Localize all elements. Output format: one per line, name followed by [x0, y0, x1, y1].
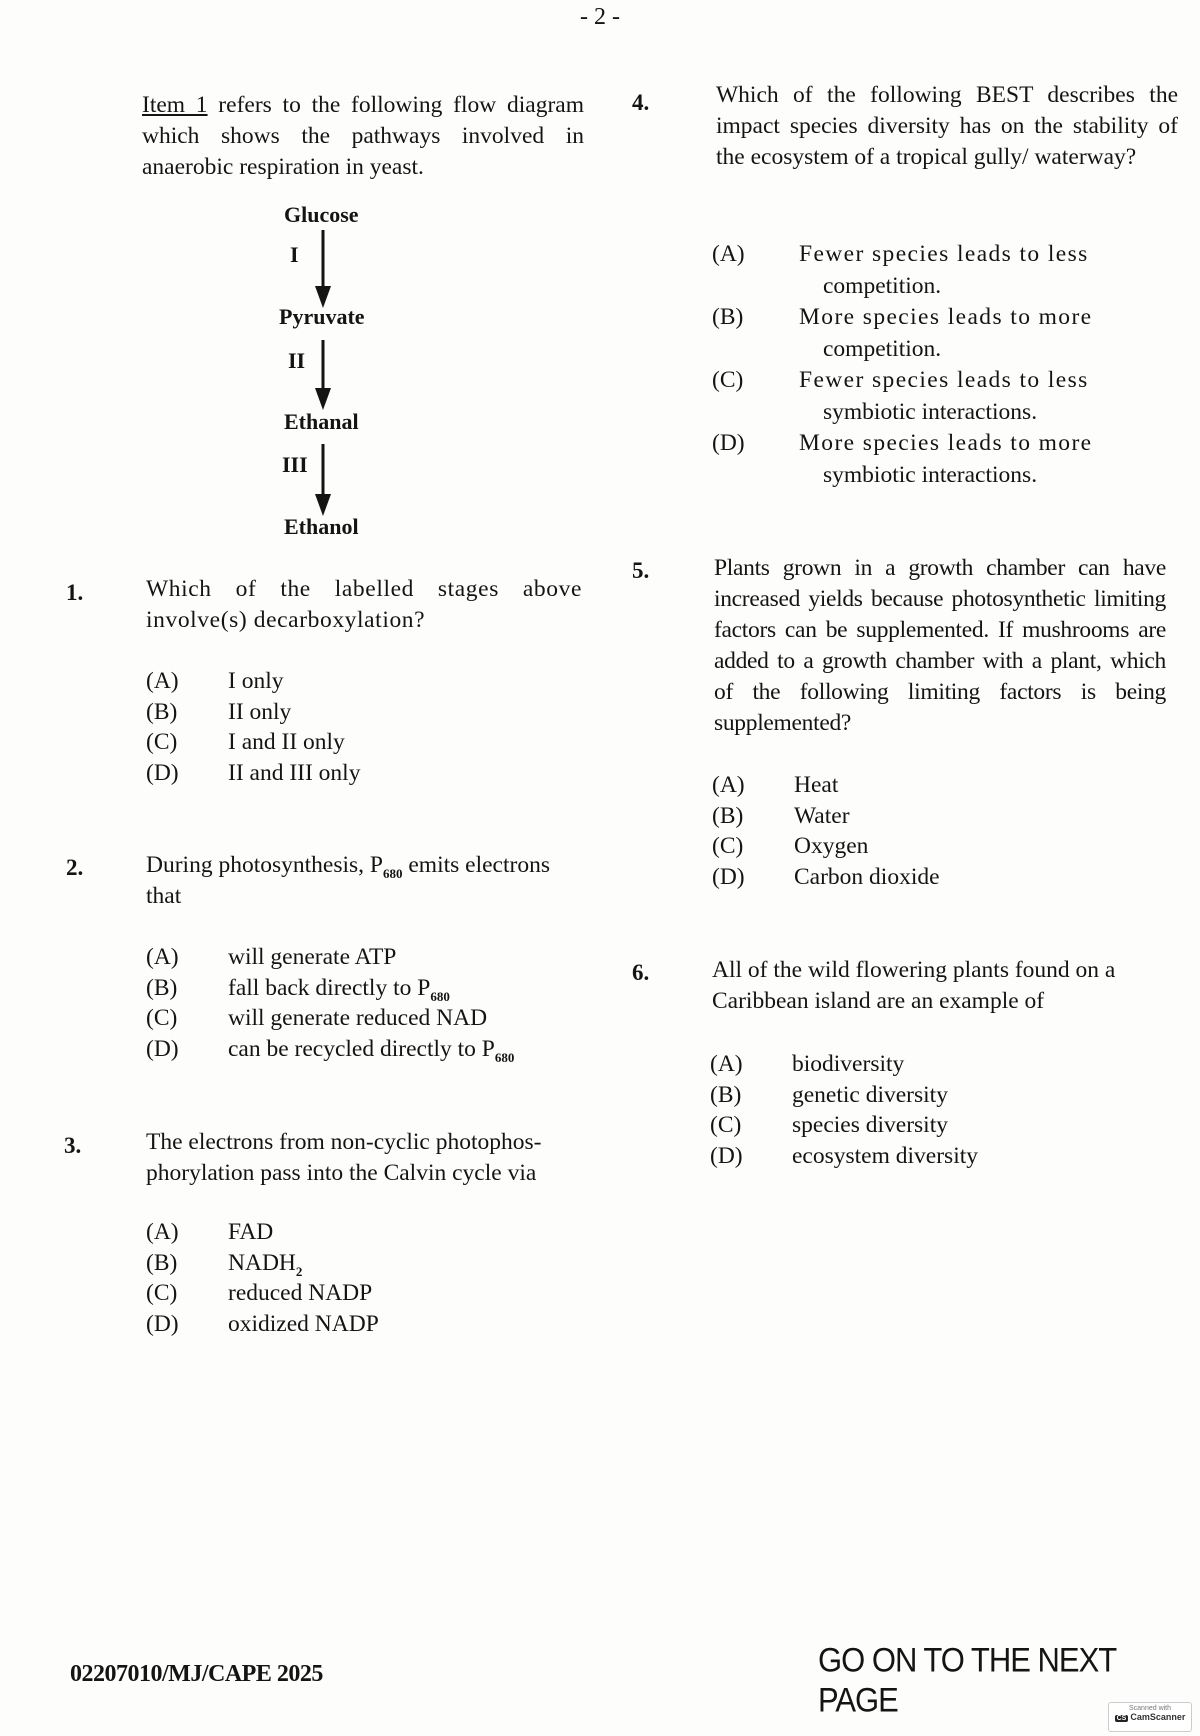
flow-node-ethanol: Ethanol [284, 514, 359, 539]
flow-node-ethanal: Ethanal [284, 409, 359, 434]
q4-options [712, 239, 1172, 491]
item-ref: Item 1 [142, 92, 208, 118]
q1-option-a[interactable]: (A) I only [146, 668, 284, 694]
arrow-2 [315, 340, 331, 410]
q1-option-c[interactable]: (C) I and II only [146, 729, 345, 755]
q5-option-c[interactable]: (C) Oxygen [712, 833, 869, 859]
q6-option-d[interactable]: (D) ecosystem diversity [710, 1142, 979, 1169]
q5-number: 5. [632, 558, 650, 583]
flow-arrows [260, 202, 440, 542]
camscanner-logo-icon: CS [1116, 1715, 1127, 1722]
q3-options [146, 1217, 566, 1339]
q4-option-a[interactable]: (A) Fewer species leads to less competition. [712, 241, 1089, 299]
q1-option-d[interactable]: (D) II and III only [146, 759, 361, 786]
intro-text: refers to the following flow diagram which shows the pathways involved in anaerobic respiration in yeast. [142, 92, 584, 180]
flow-node-glucose: Glucose [284, 202, 359, 227]
q2-options [146, 942, 586, 1064]
q4-option-d[interactable]: (D) More species leads to more symbiotic interactions. [712, 430, 1093, 488]
q6-option-c[interactable]: (C) species diversity [710, 1112, 948, 1138]
paper-code: 02207010/MJ/CAPE 2025 [70, 1661, 323, 1687]
item-intro [142, 90, 584, 183]
camscanner-watermark: Scanned with CS CamScanner [1108, 1702, 1192, 1732]
q6-option-b[interactable]: (B) genetic diversity [710, 1081, 948, 1108]
q4-option-b[interactable]: (B) More species leads to more competition. [712, 304, 1093, 362]
flow-stage-1: I [290, 242, 299, 267]
q3-number: 3. [64, 1133, 82, 1158]
go-next-page-text: GO ON TO THE NEXT PAGE [818, 1640, 1116, 1720]
q2-option-d[interactable]: (D) can be recycled directly to $P_{680}$ [146, 1035, 515, 1065]
q5-option-d[interactable]: (D) Carbon dioxide [712, 863, 940, 890]
q6-stem: All of the wild flowering plants found on a Caribbean island are an example of [712, 957, 1116, 1014]
flow-node-pyruvate: Pyruvate [279, 304, 365, 329]
flow-stage-3: III [282, 452, 308, 477]
q3-option-c[interactable]: (C) reduced NADP [146, 1280, 373, 1306]
q3-stem: The electrons from non-cyclic photophos- phorylation pass into the Calvin cycle via [146, 1129, 542, 1186]
page-number: - 2 - [580, 4, 620, 30]
q4-stem: Which of the following BEST describes the impact species diversity has on the stability of the ecosystem of a tropical gully/ waterway? [716, 82, 1178, 170]
q2-number: 2. [66, 855, 84, 880]
q6-options [710, 1049, 1130, 1171]
q4-number: 4. [632, 90, 650, 115]
q6-number: 6. [632, 960, 650, 985]
q2-stem: During photosynthesis, $P_{680}$ emits electrons that [146, 852, 550, 909]
flow-stage-2: II [288, 348, 306, 373]
arrow-3 [315, 444, 331, 516]
q3-option-d[interactable]: (D) oxidized NADP [146, 1310, 379, 1337]
q6-option-a[interactable]: (A) biodiversity [710, 1051, 905, 1077]
q5-stem: Plants grown in a growth chamber can have increased yields because photosynthetic limiting factors can be supplemented. If mushrooms are added to a growth chamber with a plant, which of the following limiting factors is being supplemented? [714, 555, 1166, 736]
q2-option-a[interactable]: (A) will generate ATP [146, 944, 397, 970]
arrow-1 [315, 230, 331, 308]
q2-option-c[interactable]: (C) will generate reduced NAD [146, 1005, 488, 1031]
q1-number: 1. [66, 580, 84, 605]
q5-options [712, 770, 1132, 892]
q1-option-b[interactable]: (B) II only [146, 698, 292, 725]
q3-option-b[interactable]: (B) $NADH_2$ [146, 1249, 303, 1279]
q1-stem: Which of the labelled stages above involve(s) decarboxylation? [146, 576, 582, 633]
q1-options [146, 666, 566, 788]
q2-option-b[interactable]: (B) fall back directly to $P_{680}$ [146, 974, 450, 1004]
q3-option-a[interactable]: (A) FAD [146, 1219, 274, 1245]
q4-option-c[interactable]: (C) Fewer species leads to less symbiotic interactions. [712, 367, 1089, 425]
q5-option-a[interactable]: (A) Heat [712, 772, 839, 798]
flow-diagram [260, 202, 440, 542]
q5-option-b[interactable]: (B) Water [712, 802, 850, 829]
